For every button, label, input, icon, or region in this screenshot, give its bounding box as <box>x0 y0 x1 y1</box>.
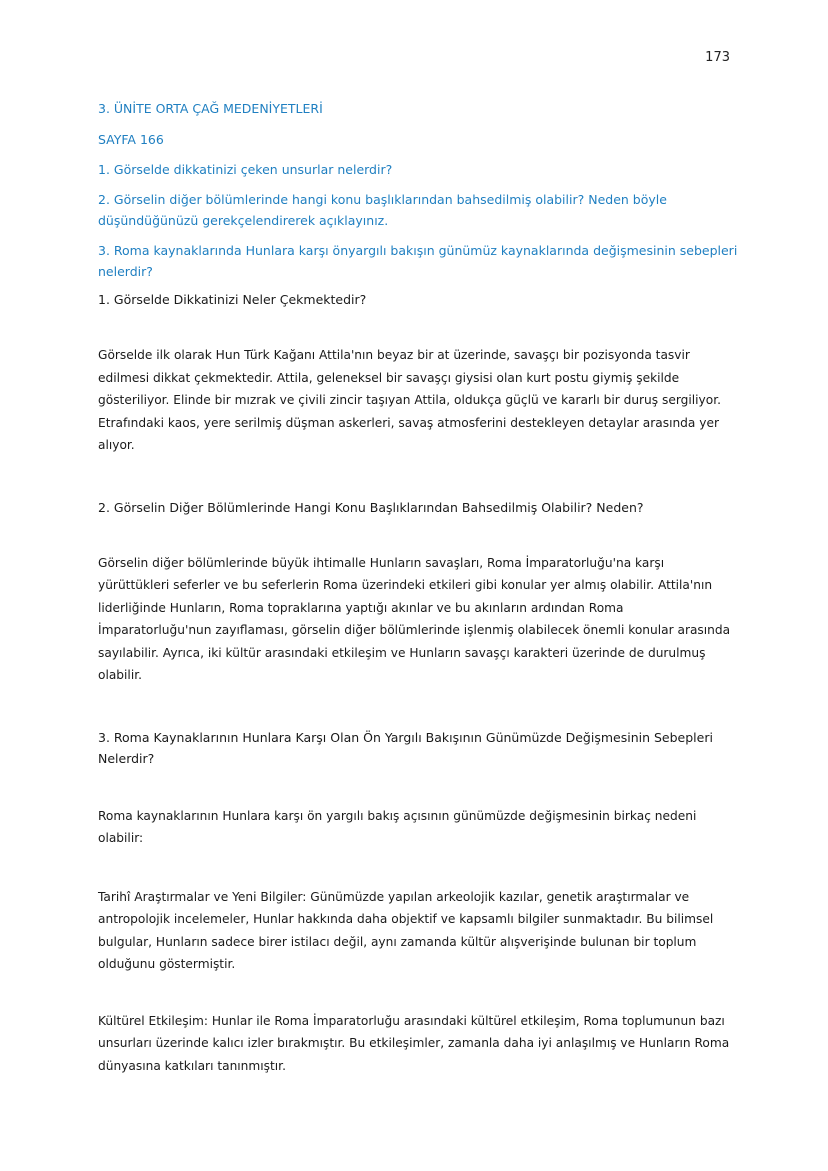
page-content <box>98 98 738 1077</box>
answer-2-text: Görselin diğer bölümlerinde büyük ihtimalle Hunların savaşları, Roma İmparatorluğu'na karşı yürüttükleri seferler ve bu seferlerin Roma üzerindeki etkileri gibi konular yer almış olabilir. Attila'nın liderliğinde Hunların, Roma topraklarına yaptığı akınlar ve bu akınların ardından Roma İmparatorluğu'nun zayıflaması, görselin diğer bölümlerinde işlenmiş olabilecek önemli konular arasında sayılabilir. Ayrıca, iki kültür arasındaki etkileşim ve Hunların savaşçı karakteri üzerinde de durulmuş olabilir. <box>98 555 731 682</box>
question-2: 2. Görselin diğer bölümlerinde hangi konu başlıklarından bahsedilmiş olabilir? Neden böyle düşündüğünüzü gerekçelendirerek açıklayınız. <box>98 192 667 228</box>
unit-title: 3. ÜNİTE ORTA ÇAĞ MEDENİYETLERİ <box>98 101 323 116</box>
page-reference: SAYFA 166 <box>98 132 164 147</box>
question-1: 1. Görselde dikkatinizi çeken unsurlar nelerdir? <box>98 162 393 177</box>
page-number: 173 <box>705 50 730 65</box>
answer-3-intro: Roma kaynaklarının Hunlara karşı ön yargılı bakış açısının günümüzde değişmesinin birkaç nedeni olabilir: <box>98 808 697 845</box>
question-3: 3. Roma kaynaklarında Hunlara karşı önyargılı bakışın günümüz kaynaklarında değişmesinin sebepleri nelerdir? <box>98 243 738 279</box>
answer-2-heading: 2. Görselin Diğer Bölümlerinde Hangi Konu Başlıklarından Bahsedilmiş Olabilir? Neden? <box>98 499 644 515</box>
answer-3-reason-1: Tarihî Araştırmalar ve Yeni Bilgiler: Günümüzde yapılan arkeolojik kazılar, genetik araştırmalar ve antropolojik incelemeler, Hunlar hakkında daha objektif ve kapsamlı bilgiler sunmaktadır. Bu bilimsel bulgular, Hunların sadece birer istilacı değil, aynı zamanda kültür alışverişinde bulunan bir toplum olduğunu göstermiştir. <box>98 889 714 971</box>
answer-3-heading: 3. Roma Kaynaklarının Hunlara Karşı Olan Ön Yargılı Bakışının Günümüzde Değişmesinin Sebepleri Nelerdir? <box>98 729 713 766</box>
answer-3-reason-2: Kültürel Etkileşim: Hunlar ile Roma İmparatorluğu arasındaki kültürel etkileşim, Roma toplumunun bazı unsurları üzerinde kalıcı izler bırakmıştır. Bu etkileşimler, zamanla daha iyi anlaşılmış ve Hunların Roma dünyasına katkıları tanınmıştır. <box>98 1013 730 1073</box>
answer-1-text: Görselde ilk olarak Hun Türk Kağanı Attila'nın beyaz bir at üzerinde, savaşçı bir pozisyonda tasvir edilmesi dikkat çekmektedir. Attila, geleneksel bir savaşçı giysisi olan kurt postu giymiş şekilde gösteriliyor. Elinde bir mızrak ve çivili zincir taşıyan Attila, oldukça güçlü ve kararlı bir duruş sergiliyor. Etrafındaki kaos, yere serilmiş düşman askerleri, savaş atmosferini destekleyen detaylar arasında yer alıyor. <box>98 348 721 452</box>
answer-1-heading: 1. Görselde Dikkatinizi Neler Çekmektedir? <box>98 292 367 307</box>
